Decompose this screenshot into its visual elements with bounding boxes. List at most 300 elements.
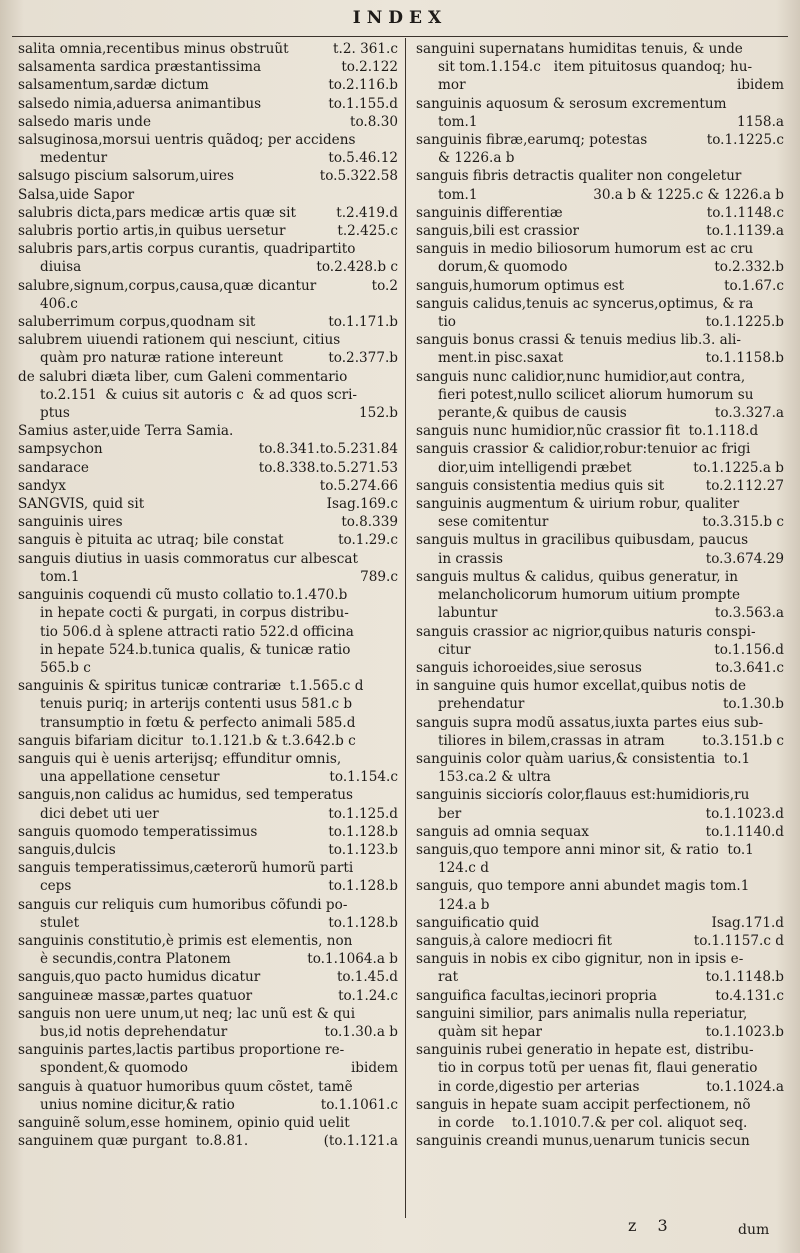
signature-mark: z 3 <box>628 1216 676 1235</box>
index-entry-line <box>416 1132 784 1150</box>
index-entry-line <box>18 1023 398 1041</box>
entry-text: sanguinis fibræ,earumq; potestas <box>416 132 648 149</box>
index-entry-line <box>416 714 784 732</box>
index-entry-line <box>18 240 398 258</box>
index-entry-line <box>416 113 784 131</box>
page-reference: Isag.171.d <box>711 914 784 931</box>
page-reference: to.1.1061.c <box>320 1096 398 1113</box>
index-entry-line <box>18 732 398 750</box>
index-entry-line <box>18 768 398 786</box>
entry-text: sanguis, quo tempore anni abundet magis tom.1 <box>416 878 750 895</box>
index-entry-line <box>18 131 398 149</box>
index-entry-line <box>18 477 398 495</box>
index-entry-line <box>416 258 784 276</box>
entry-text: sanguis in nobis ex cibo gignitur, non in ipsis e- <box>416 951 744 968</box>
entry-text: sanguis ichoroeides,siue serosus <box>416 659 642 676</box>
index-entry-line <box>416 987 784 1005</box>
entry-text: mor <box>438 77 466 94</box>
page-reference: to.8.30 <box>350 113 398 130</box>
entry-text: salubre,signum,corpus,causa,quæ dicantur <box>18 277 317 294</box>
index-entry-line <box>416 186 784 204</box>
index-entry-line <box>18 1096 398 1114</box>
index-entry-line <box>18 1005 398 1023</box>
right-column <box>416 40 784 1150</box>
entry-text: salsamentum,sardæ dictum <box>18 77 209 94</box>
entry-text: sampsychon <box>18 441 103 458</box>
entry-text: sandyx <box>18 477 66 494</box>
entry-text: ber <box>438 805 462 822</box>
index-entry-line <box>416 586 784 604</box>
index-entry-line <box>416 295 784 313</box>
entry-text: sanguis multus in gracilibus quibusdam, paucus <box>416 532 749 549</box>
index-entry-line <box>416 914 784 932</box>
index-entry-line <box>416 641 784 659</box>
index-entry-line <box>18 786 398 804</box>
index-entry-line <box>18 386 398 404</box>
page-reference: to.1.1225.a b <box>693 459 784 476</box>
entry-text: sanguis in hepate suam accipit perfectionem, nõ <box>416 1096 751 1113</box>
index-entry-line <box>416 349 784 367</box>
index-entry-line <box>416 149 784 167</box>
entry-text: sanguis calidus,tenuis ac syncerus,optimus, & ra <box>416 295 754 312</box>
page-reference: to.1.128.b <box>328 823 398 840</box>
entry-text: sanguinẽ solum,esse hominem, opinio quid uelit <box>18 1114 350 1131</box>
page-reference: to.1.67.c <box>724 277 784 294</box>
entry-text: sanguinis differentiæ <box>416 204 563 221</box>
entry-text: prehendatur <box>438 696 525 713</box>
index-entry-line <box>416 240 784 258</box>
entry-text: sanguinis constitutio,è primis est elementis, non <box>18 932 353 949</box>
column-divider <box>405 38 406 1218</box>
index-entry-line <box>416 531 784 549</box>
index-entry-line <box>18 349 398 367</box>
index-entry-line <box>416 167 784 185</box>
index-entry-line <box>18 331 398 349</box>
index-entry-line <box>18 58 398 76</box>
entry-text: sanguis consistentia medius quis sit <box>416 477 665 494</box>
index-entry-line <box>18 1114 398 1132</box>
entry-text: quàm pro naturæ ratione intereunt <box>40 350 283 367</box>
index-entry-line <box>18 714 398 732</box>
page-reference: to.3.151.b c <box>702 732 784 749</box>
entry-text: sanguinis rubei generatio in hepate est, distribu- <box>416 1042 754 1059</box>
index-entry-line <box>416 222 784 240</box>
page-reference: to.1.125.d <box>328 805 398 822</box>
index-entry-line <box>416 1096 784 1114</box>
entry-text: sanguis bonus crassi & tenuis medius lib.3. ali- <box>416 332 741 349</box>
page-reference: to.1.154.c <box>329 769 398 786</box>
page-reference: to.1.24.c <box>338 987 398 1004</box>
page-reference: to.1.1139.a <box>706 223 784 240</box>
index-entry-line <box>416 932 784 950</box>
entry-text: sanguis bifariam dicitur to.1.121.b & t.3.642.b c <box>18 732 356 749</box>
index-entry-line <box>18 1041 398 1059</box>
index-entry-line <box>416 368 784 386</box>
index-entry-line <box>18 495 398 513</box>
catchword: dum <box>738 1222 770 1238</box>
entry-text: sanguis,non calidus ac humidus, sed temperatus <box>18 787 353 804</box>
entry-text: sanguis temperatissimus,cæterorũ humorũ parti <box>18 860 354 877</box>
index-entry-line <box>416 568 784 586</box>
index-entry-line <box>416 550 784 568</box>
index-entry-line <box>416 823 784 841</box>
entry-text: diuisa <box>40 259 82 276</box>
index-entry-line <box>18 1132 398 1150</box>
page-reference: ibidem <box>736 77 784 94</box>
index-entry-line <box>416 331 784 349</box>
entry-text: sanguini similior, pars animalis nulla reperiatur, <box>416 1005 748 1022</box>
entry-text: in corde,digestio per arterias <box>438 1078 640 1095</box>
entry-text: Samius aster,uide Terra Samia. <box>18 423 234 440</box>
page-reference: to.1.128.b <box>328 878 398 895</box>
entry-text: tenuis puriq; in arterijs contenti usus 581.c b <box>40 696 353 713</box>
entry-text: Salsa,uide Sapor <box>18 186 135 203</box>
index-entry-line <box>416 95 784 113</box>
index-entry-line <box>416 204 784 222</box>
index-entry-line <box>416 131 784 149</box>
entry-text: perante,& quibus de causis <box>438 405 627 422</box>
page-reference: to.4.131.c <box>715 987 784 1004</box>
index-entry-line <box>416 1023 784 1041</box>
entry-text: in sanguine quis humor excellat,quibus notis de <box>416 678 746 695</box>
index-entry-line <box>18 677 398 695</box>
page-reference: t.2.419.d <box>336 204 398 221</box>
entry-text: sanguis nunc humidior,nũc crassior fit to.1.118.d <box>416 423 759 440</box>
index-entry-line <box>18 368 398 386</box>
index-entry-line <box>416 76 784 94</box>
index-entry-line <box>416 604 784 622</box>
page-reference: to.1.128.b <box>328 914 398 931</box>
page-reference: to.3.315.b c <box>702 514 784 531</box>
page-reference: to.1.1225.c <box>706 132 784 149</box>
entry-text: medentur <box>40 150 108 167</box>
page-reference: to.2.332.b <box>714 259 784 276</box>
index-entry-line <box>18 277 398 295</box>
page-reference: to.2.122 <box>341 59 398 76</box>
page-reference: (to.1.121.a <box>323 1133 398 1150</box>
entry-text: sanguis,dulcis <box>18 841 116 858</box>
index-entry-line <box>18 914 398 932</box>
page-reference: to.1.1157.c d <box>693 932 784 949</box>
page-reference: to.1.1148.b <box>705 969 784 986</box>
entry-text: salubris pars,artis corpus curantis, quadripartito <box>18 241 356 258</box>
index-entry-line <box>416 841 784 859</box>
index-entry-line <box>416 659 784 677</box>
entry-text: salsugo piscium salsorum,uires <box>18 168 234 185</box>
index-entry-line <box>18 932 398 950</box>
entry-text: in hepate cocti & purgati, in corpus distribu- <box>40 605 349 622</box>
page-reference: to.1.156.d <box>714 641 784 658</box>
index-entry-line <box>416 623 784 641</box>
entry-text: sanguinis partes,lactis partibus proportione re- <box>18 1042 345 1059</box>
entry-text: 124.a b <box>438 896 490 913</box>
entry-text: sanguinem quæ purgant to.8.81. <box>18 1133 249 1150</box>
page-reference: to.8.338.to.5.271.53 <box>258 459 398 476</box>
entry-text: sanguis è pituita ac utraq; bile constat <box>18 532 284 549</box>
entry-text: transumptio in fœtu & perfecto animali 585.d <box>40 714 356 731</box>
page-reference: to.3.674.29 <box>705 550 784 567</box>
index-entry-line <box>18 877 398 895</box>
index-entry-line <box>18 568 398 586</box>
index-entry-line <box>18 76 398 94</box>
page-reference: to.1.171.b <box>328 314 398 331</box>
page-reference: to.3.563.a <box>714 605 784 622</box>
page-reference: to.8.341.to.5.231.84 <box>258 441 398 458</box>
index-entry-line <box>18 550 398 568</box>
page-reference: to.2.377.b <box>328 350 398 367</box>
entry-text: sanguini supernatans humiditas tenuis, & unde <box>416 41 743 57</box>
entry-text: sanguis à quatuor humoribus quum cõstet, tamẽ <box>18 1078 353 1095</box>
entry-text: sanguinis color quàm uarius,& consistentia to.1 <box>416 750 751 767</box>
header-rule <box>12 36 788 37</box>
page-reference: Isag.169.c <box>326 496 398 513</box>
entry-text: spondent,& quomodo <box>40 1060 188 1077</box>
page-reference: to.1.1023.b <box>705 1023 784 1040</box>
entry-text: sanguifica facultas,iecinori propria <box>416 987 657 1004</box>
index-entry-line <box>416 896 784 914</box>
entry-text: stulet <box>40 914 80 931</box>
index-entry-line <box>416 677 784 695</box>
index-entry-line <box>18 896 398 914</box>
page-reference: to.5.274.66 <box>319 477 398 494</box>
page-reference: 152.b <box>359 405 398 422</box>
entry-text: sanguis,quo tempore anni minor sit, & ratio to.1 <box>416 841 754 858</box>
entry-text: sanguis crassior ac nigrior,quibus naturis conspi- <box>416 623 756 640</box>
page-reference: to.8.339 <box>341 514 398 531</box>
index-entry-line <box>18 222 398 240</box>
entry-text: sanguinis & spiritus tunicæ contrariæ t.1.565.c d <box>18 678 364 695</box>
index-entry-line <box>416 40 784 58</box>
entry-text: 406.c <box>40 295 78 312</box>
page-reference: 1158.a <box>736 113 784 130</box>
page-reference: to.3.327.a <box>714 405 784 422</box>
index-entry-line <box>18 1059 398 1077</box>
entry-text: tio in corpus totũ per uenas fit, flaui generatio <box>438 1060 758 1077</box>
entry-text: sanguineæ massæ,partes quatuor <box>18 987 253 1004</box>
index-entry-line <box>18 604 398 622</box>
running-header: INDEX <box>352 8 448 28</box>
entry-text: sanguinis aquosum & serosum excrementum <box>416 95 727 112</box>
entry-text: in corde to.1.1010.7.& per col. aliquot seq. <box>438 1114 748 1131</box>
index-entry-line <box>18 440 398 458</box>
index-entry-line <box>416 477 784 495</box>
entry-text: tom.1 <box>438 113 478 130</box>
index-entry-line <box>416 732 784 750</box>
index-entry-line <box>18 586 398 604</box>
entry-text: tom.1 <box>438 186 478 203</box>
page-reference: to.1.1140.d <box>705 823 784 840</box>
index-entry-line <box>416 1059 784 1077</box>
index-entry-line <box>416 786 784 804</box>
page-reference: t.2.425.c <box>337 223 398 240</box>
entry-text: sanguinis sicciorís color,flauus est:humidioris,ru <box>416 787 750 804</box>
entry-text: dici debet uti uer <box>40 805 159 822</box>
index-entry-line <box>18 823 398 841</box>
page-reference: to.1.155.d <box>328 95 398 112</box>
index-entry-line <box>18 149 398 167</box>
entry-text: in crassis <box>438 550 503 567</box>
entry-text: unius nomine dicitur,& ratio <box>40 1096 235 1113</box>
entry-text: sanguis fibris detractis qualiter non congeletur <box>416 168 742 185</box>
index-entry-line <box>416 805 784 823</box>
entry-text: sanguinis uires <box>18 514 123 531</box>
entry-text: rat <box>438 969 459 986</box>
page-reference: to.2.116.b <box>328 77 398 94</box>
index-entry-line <box>18 695 398 713</box>
page-reference: to.1.1024.a <box>706 1078 784 1095</box>
index-entry-line <box>18 186 398 204</box>
entry-text: una appellatione censetur <box>40 769 220 786</box>
page-reference: to.2.112.27 <box>705 477 784 494</box>
entry-text: sanguificatio quid <box>416 914 540 931</box>
index-entry-line <box>416 404 784 422</box>
entry-text: saluberrimum corpus,quodnam sit <box>18 314 256 331</box>
index-entry-line <box>18 623 398 641</box>
entry-text: citur <box>438 641 471 658</box>
entry-text: sit tom.1.154.c item pituitosus quandoq; hu- <box>438 59 753 76</box>
index-entry-line <box>18 167 398 185</box>
index-entry-line <box>416 313 784 331</box>
entry-text: tom.1 <box>40 568 80 585</box>
index-entry-line <box>18 968 398 986</box>
index-entry-line <box>18 204 398 222</box>
index-entry-line <box>416 495 784 513</box>
index-entry-line <box>416 513 784 531</box>
page-reference: 789.c <box>360 568 398 585</box>
index-entry-line <box>416 422 784 440</box>
entry-text: quàm sit hepar <box>438 1023 542 1040</box>
index-entry-line <box>416 277 784 295</box>
left-column <box>18 40 398 1150</box>
entry-text: salubris portio artis,in quibus uersetur <box>18 223 286 240</box>
index-entry-line <box>18 659 398 677</box>
entry-text: salsuginosa,morsui uentris quãdoq; per accidens <box>18 132 356 149</box>
page-reference: to.1.30.b <box>722 696 784 713</box>
entry-text: salita omnia,recentibus minus obstruũt <box>18 41 289 57</box>
entry-text: sanguis cur reliquis cum humoribus cõfundi po- <box>18 896 348 913</box>
entry-text: & 1226.a b <box>438 150 515 167</box>
index-entry-line <box>18 295 398 313</box>
index-entry-line <box>416 750 784 768</box>
entry-text: bus,id notis deprehendatur <box>40 1023 228 1040</box>
entry-text: dior,uim intelligendi præbet <box>438 459 632 476</box>
entry-text: sanguinis creandi munus,uenarum tunicis secun <box>416 1133 750 1150</box>
entry-text: tiliores in bilem,crassas in atram <box>438 732 665 749</box>
index-entry-line <box>416 877 784 895</box>
entry-text: sandarace <box>18 459 89 476</box>
page-reference: to.1.29.c <box>338 532 398 549</box>
index-entry-line <box>18 459 398 477</box>
entry-text: 153.ca.2 & ultra <box>438 769 551 786</box>
index-entry-line <box>416 440 784 458</box>
entry-text: ment.in pisc.saxat <box>438 350 564 367</box>
page-reference: to.1.1023.d <box>705 805 784 822</box>
entry-text: sanguis multus & calidus, quibus generatur, in <box>416 568 739 585</box>
index-entry-line <box>18 531 398 549</box>
entry-text: sanguis,bili est crassior <box>416 223 580 240</box>
entry-text: sanguinis augmentum & uirium robur, qualiter <box>416 496 740 513</box>
page-reference: ibidem <box>350 1060 398 1077</box>
index-entry-line <box>18 805 398 823</box>
page-reference: to.5.46.12 <box>328 150 398 167</box>
entry-text: sanguis non uere unum,ut neq; lac unũ est & qui <box>18 1005 356 1022</box>
entry-text: SANGVIS, quid sit <box>18 496 145 513</box>
entry-text: 124.c d <box>438 860 489 877</box>
index-entry-line <box>18 950 398 968</box>
page-reference: to.1.1064.a b <box>307 951 398 968</box>
page-reference: to.1.1148.c <box>706 204 784 221</box>
index-entry-line <box>18 1078 398 1096</box>
entry-text: salubris dicta,pars medicæ artis quæ sit <box>18 204 296 221</box>
index-entry-line <box>18 422 398 440</box>
index-entry-line <box>416 1114 784 1132</box>
entry-text: fieri potest,nullo scilicet aliorum humorum su <box>438 386 754 403</box>
index-entry-line <box>18 750 398 768</box>
entry-text: dorum,& quomodo <box>438 259 568 276</box>
index-entry-line <box>18 513 398 531</box>
page-reference: to.1.123.b <box>328 841 398 858</box>
index-entry-line <box>416 386 784 404</box>
page-reference: to.2 <box>371 277 398 294</box>
index-entry-line <box>416 859 784 877</box>
entry-text: melancholicorum humorum uitium prompte <box>438 587 741 604</box>
index-entry-line <box>416 968 784 986</box>
page-reference: to.1.30.a b <box>324 1023 398 1040</box>
entry-text: tio 506.d à splene attracti ratio 522.d officina <box>40 623 354 640</box>
index-entry-line <box>416 1041 784 1059</box>
entry-text: to.2.151 & cuius sit autoris c & ad quos scri- <box>40 386 358 403</box>
entry-text: sanguinis coquendi cũ musto collatio to.1.470.b <box>18 587 348 604</box>
entry-text: sanguis ad omnia sequax <box>416 823 589 840</box>
page-reference: 30.a b & 1225.c & 1226.a b <box>593 186 784 203</box>
entry-text: sanguis diutius in uasis commoratus cur albescat <box>18 550 358 567</box>
index-entry-line <box>18 641 398 659</box>
entry-text: 565.b c <box>40 659 91 676</box>
page-reference: to.3.641.c <box>715 659 784 676</box>
entry-text: sese comitentur <box>438 514 549 531</box>
index-entry-line <box>18 313 398 331</box>
entry-text: sanguis in medio biliosorum humorum est ac cru <box>416 241 754 258</box>
index-entry-line <box>416 950 784 968</box>
page-reference: to.2.428.b c <box>316 259 398 276</box>
entry-text: sanguis qui è uenis arterijsq; effunditur omnis, <box>18 750 342 767</box>
index-entry-line <box>18 40 398 58</box>
page-reference: to.1.1225.b <box>705 314 784 331</box>
index-entry-line <box>18 841 398 859</box>
page-reference: to.5.322.58 <box>319 168 398 185</box>
entry-text: salsedo nimia,aduersa animantibus <box>18 95 262 112</box>
entry-text: è secundis,contra Platonem <box>40 951 231 968</box>
entry-text: sanguis supra modũ assatus,iuxta partes eius sub- <box>416 714 764 731</box>
entry-text: sanguis,quo pacto humidus dicatur <box>18 969 261 986</box>
index-entry-line <box>18 987 398 1005</box>
index-entry-line <box>18 404 398 422</box>
entry-text: labuntur <box>438 605 498 622</box>
page-reference: to.1.45.d <box>336 969 398 986</box>
entry-text: ceps <box>40 878 72 895</box>
entry-text: sanguis nunc calidior,nunc humidior,aut contra, <box>416 368 746 385</box>
index-entry-line <box>18 95 398 113</box>
index-entry-line <box>18 859 398 877</box>
entry-text: salsamenta sardica præstantissima <box>18 59 262 76</box>
page-reference: to.1.1158.b <box>705 350 784 367</box>
index-entry-line <box>416 1005 784 1023</box>
index-entry-line <box>416 1078 784 1096</box>
entry-text: sanguis,à calore mediocri fit <box>416 932 612 949</box>
entry-text: in hepate 524.b.tunica qualis, & tunicæ ratio <box>40 641 351 658</box>
index-entry-line <box>416 768 784 786</box>
index-entry-line <box>18 258 398 276</box>
